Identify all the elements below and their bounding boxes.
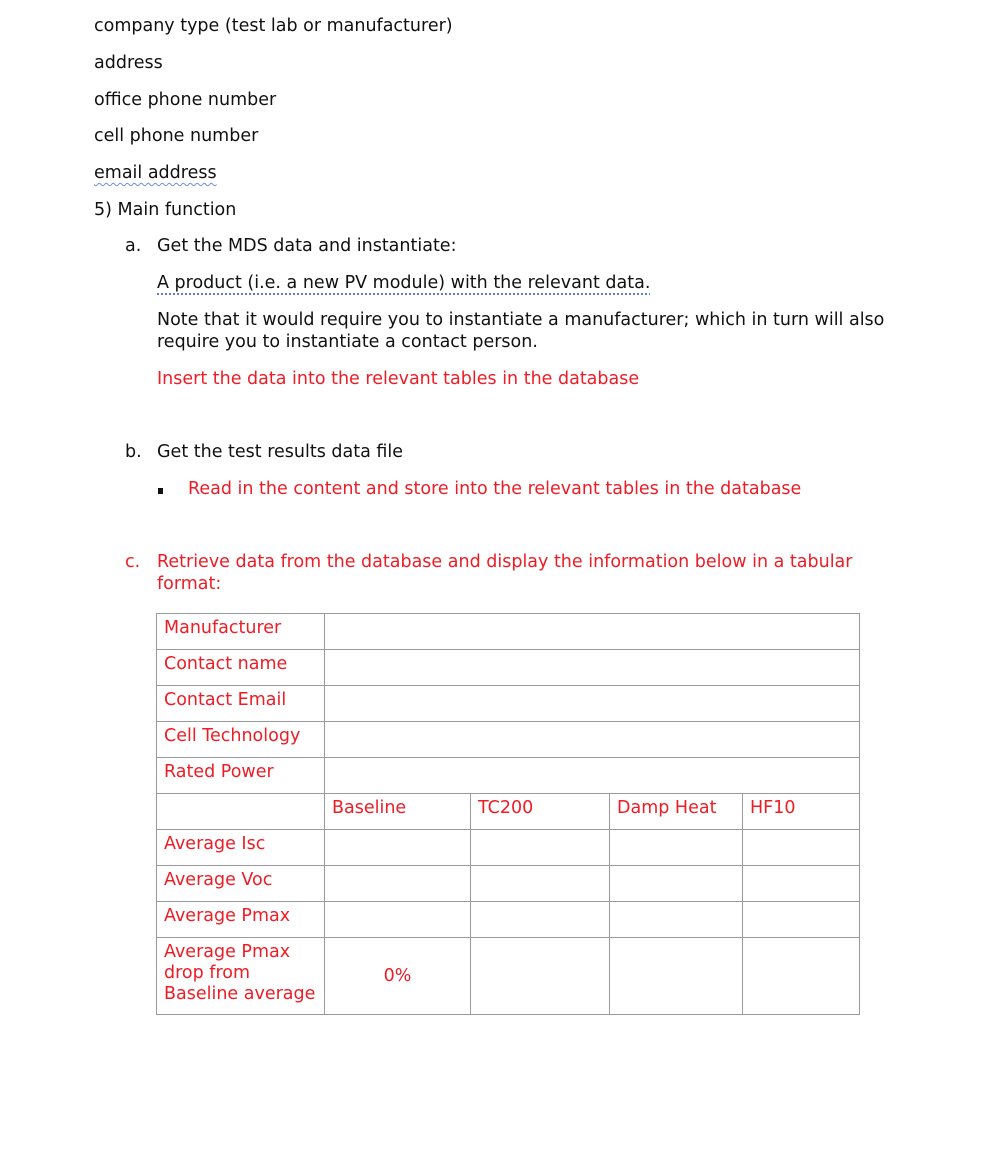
value-cell-contact-email — [325, 686, 860, 722]
value-cell-cell-technology — [325, 722, 860, 758]
row-label-average-voc: Average Voc — [157, 866, 325, 902]
table-row-rated-power — [157, 758, 860, 794]
value-cell-manufacturer — [325, 614, 860, 650]
item-a-product — [157, 272, 650, 294]
row-label-rated-power: Rated Power — [157, 758, 325, 794]
item-a-note-line2: require you to instantiate a contact person. — [157, 332, 538, 352]
attr-email-text: email address — [94, 163, 217, 183]
cell — [471, 830, 610, 866]
item-a-marker: a. — [125, 236, 142, 256]
cell — [610, 830, 743, 866]
table-row-contact-email — [157, 686, 860, 722]
item-c-title-line2: format: — [157, 574, 222, 594]
value-cell-contact-name — [325, 650, 860, 686]
column-header-damp-heat: Damp Heat — [610, 794, 743, 830]
row-label-average-isc: Average Isc — [157, 830, 325, 866]
cell — [610, 902, 743, 938]
cell — [743, 866, 860, 902]
cell — [325, 902, 471, 938]
attr-address: address — [94, 53, 163, 73]
column-header-tc200: TC200 — [471, 794, 610, 830]
cell — [471, 902, 610, 938]
cell — [471, 938, 610, 1015]
item-a-note-line1: Note that it would require you to instantiate a manufacturer; which in turn will also — [157, 310, 885, 330]
row-label-average-pmax: Average Pmax — [157, 902, 325, 938]
item-a-title: Get the MDS data and instantiate: — [157, 236, 457, 256]
cell — [325, 866, 471, 902]
bullet-icon — [158, 488, 163, 494]
row-label-cell-technology: Cell Technology — [157, 722, 325, 758]
column-header-baseline: Baseline — [325, 794, 471, 830]
cell — [743, 830, 860, 866]
item-a-insert: Insert the data into the relevant tables in the database — [157, 369, 640, 389]
row-label-pmax-drop: Average Pmax drop from Baseline average — [157, 938, 325, 1015]
table-row-manufacturer — [157, 614, 860, 650]
cell — [610, 866, 743, 902]
item-b-bullet-text: Read in the content and store into the relevant tables in the database — [188, 479, 802, 499]
attr-company-type: company type (test lab or manufacturer) — [94, 16, 453, 36]
item-b-title: Get the test results data file — [157, 442, 404, 462]
row-label-contact-email: Contact Email — [157, 686, 325, 722]
row-label-manufacturer: Manufacturer — [157, 614, 325, 650]
value-cell-rated-power — [325, 758, 860, 794]
attr-cell-phone: cell phone number — [94, 126, 259, 146]
pmax-drop-baseline-value: 0% — [325, 938, 471, 1015]
column-header-hf10: HF10 — [743, 794, 860, 830]
item-a-product-text: A product (i.e. a new PV module) with the relevant data. — [157, 273, 651, 293]
table-row-average-voc — [157, 866, 860, 902]
attr-office-phone: office phone number — [94, 90, 277, 110]
item-c-marker: c. — [125, 552, 141, 572]
item-b-marker: b. — [125, 442, 142, 462]
item-c-title-line1: Retrieve data from the database and display the information below in a tabular — [157, 552, 853, 572]
table-row-pmax-drop — [157, 938, 860, 1015]
table-row-cell-technology — [157, 722, 860, 758]
table-row-contact-name — [157, 650, 860, 686]
table-row-average-isc — [157, 830, 860, 866]
results-table — [156, 613, 860, 1015]
header-empty-cell — [157, 794, 325, 830]
main-function-heading: 5) Main function — [94, 200, 237, 220]
table-row-average-pmax — [157, 902, 860, 938]
attr-email — [94, 162, 217, 184]
cell — [325, 830, 471, 866]
cell — [743, 902, 860, 938]
table-header-row — [157, 794, 860, 830]
cell — [743, 938, 860, 1015]
cell — [610, 938, 743, 1015]
cell — [471, 866, 610, 902]
row-label-contact-name: Contact name — [157, 650, 325, 686]
